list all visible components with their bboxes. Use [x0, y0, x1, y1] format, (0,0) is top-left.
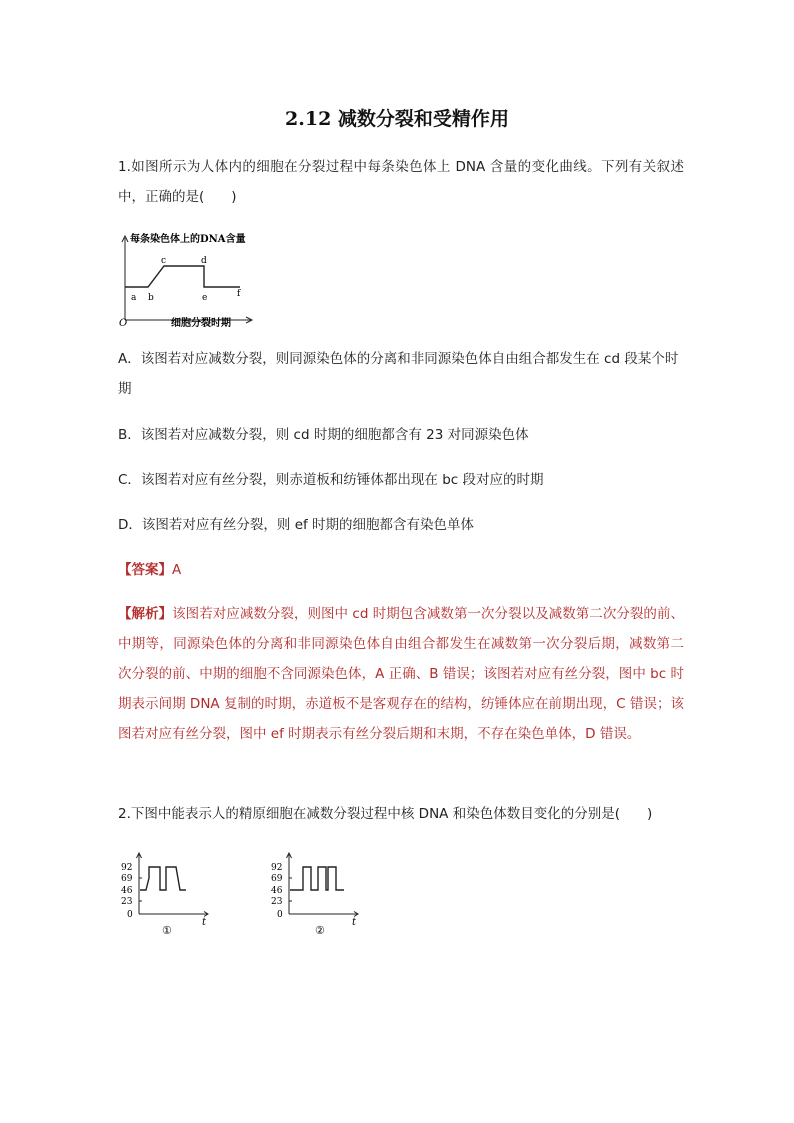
y-tick-46: 46	[121, 886, 133, 896]
curve-2	[290, 867, 344, 890]
y-tick-69: 69	[271, 874, 283, 884]
option-b-text: 该图若对应减数分裂，则 cd 时期的细胞都含有 23 对同源染色体	[140, 427, 529, 443]
origin-label: O	[119, 318, 128, 329]
analysis-paragraph	[118, 599, 684, 749]
analysis-label: 【解析】	[118, 606, 173, 622]
option-d-text: 该图若对应有丝分裂，则 ef 时期的细胞都含有染色单体	[141, 517, 475, 533]
question-1-figure	[112, 228, 272, 332]
option-d	[118, 510, 684, 540]
answer-label: 【答案】	[118, 562, 172, 578]
question-2-stem: 2.下图中能表示人的精原细胞在减数分裂过程中核 DNA 和染色体数目变化的分别是( )	[118, 806, 653, 822]
y-tick-69: 69	[121, 874, 133, 884]
option-b	[118, 420, 684, 450]
page-title: 2.12 减数分裂和受精作用	[285, 108, 509, 130]
x-axis-label: t	[352, 917, 357, 928]
option-c-label: C．	[118, 472, 141, 488]
x-axis-label: t	[202, 917, 207, 928]
option-a-label: A．	[118, 351, 141, 367]
option-c	[118, 465, 684, 495]
option-c-text: 该图若对应有丝分裂，则赤道板和纺锤体都出现在 bc 段对应的时期	[140, 472, 544, 488]
question-1-stem: 1.如图所示为人体内的细胞在分裂过程中每条染色体上 DNA 含量的变化曲线。下列有关叙述中，正确的是( )	[118, 159, 684, 205]
option-a	[118, 344, 684, 404]
y-tick-46: 46	[271, 886, 283, 896]
analysis-text: 该图若对应减数分裂，则图中 cd 时期包含减数第一次分裂以及减数第二次分裂的前、中期等，同源染色体的分离和非同源染色体自由组合都发生在减数第一次分裂后期，减数第二次分裂的前、中期的细胞不含同源染色体，A 正确、B 错误；该图若对应有丝分裂，图中 bc 时期表示间期 DNA 复制的时期，赤道板不是客观存在的结构，纺锤体应在前期出现，C 错误；该图若对应有丝分裂，图中 ef 时期表示有丝分裂后期和末期，不存在染色单体，D 错误。	[118, 606, 684, 742]
option-b-label: B．	[118, 427, 141, 443]
point-label-c: c	[161, 256, 167, 266]
curve-1	[140, 867, 186, 890]
option-a-text: 该图若对应减数分裂，则同源染色体的分离和非同源染色体自由组合都发生在 cd 段某个时期	[118, 351, 679, 397]
y-tick-92: 92	[271, 863, 283, 873]
point-label-a: a	[131, 293, 137, 303]
point-label-b: b	[148, 293, 154, 303]
point-label-d: d	[201, 256, 207, 266]
y-tick-23: 23	[271, 897, 283, 907]
dna-content-curve	[125, 266, 240, 287]
y-tick-0: 0	[127, 910, 133, 920]
answer-line	[118, 555, 684, 585]
x-axis-label: 细胞分裂时期	[171, 318, 231, 329]
point-label-f: f	[237, 289, 241, 299]
graph-2-caption: ②	[315, 924, 325, 936]
y-tick-0: 0	[277, 910, 283, 920]
y-tick-23: 23	[121, 897, 133, 907]
y-tick-92: 92	[121, 863, 133, 873]
question-2-graph-1	[118, 852, 218, 936]
answer-value: A	[172, 562, 182, 578]
y-axis-label: 每条染色体上的DNA含量	[130, 234, 246, 245]
point-label-e: e	[202, 293, 208, 303]
question-2-graph-2	[268, 852, 368, 936]
graph-1-caption: ①	[162, 924, 172, 936]
option-d-label: D．	[118, 517, 142, 533]
